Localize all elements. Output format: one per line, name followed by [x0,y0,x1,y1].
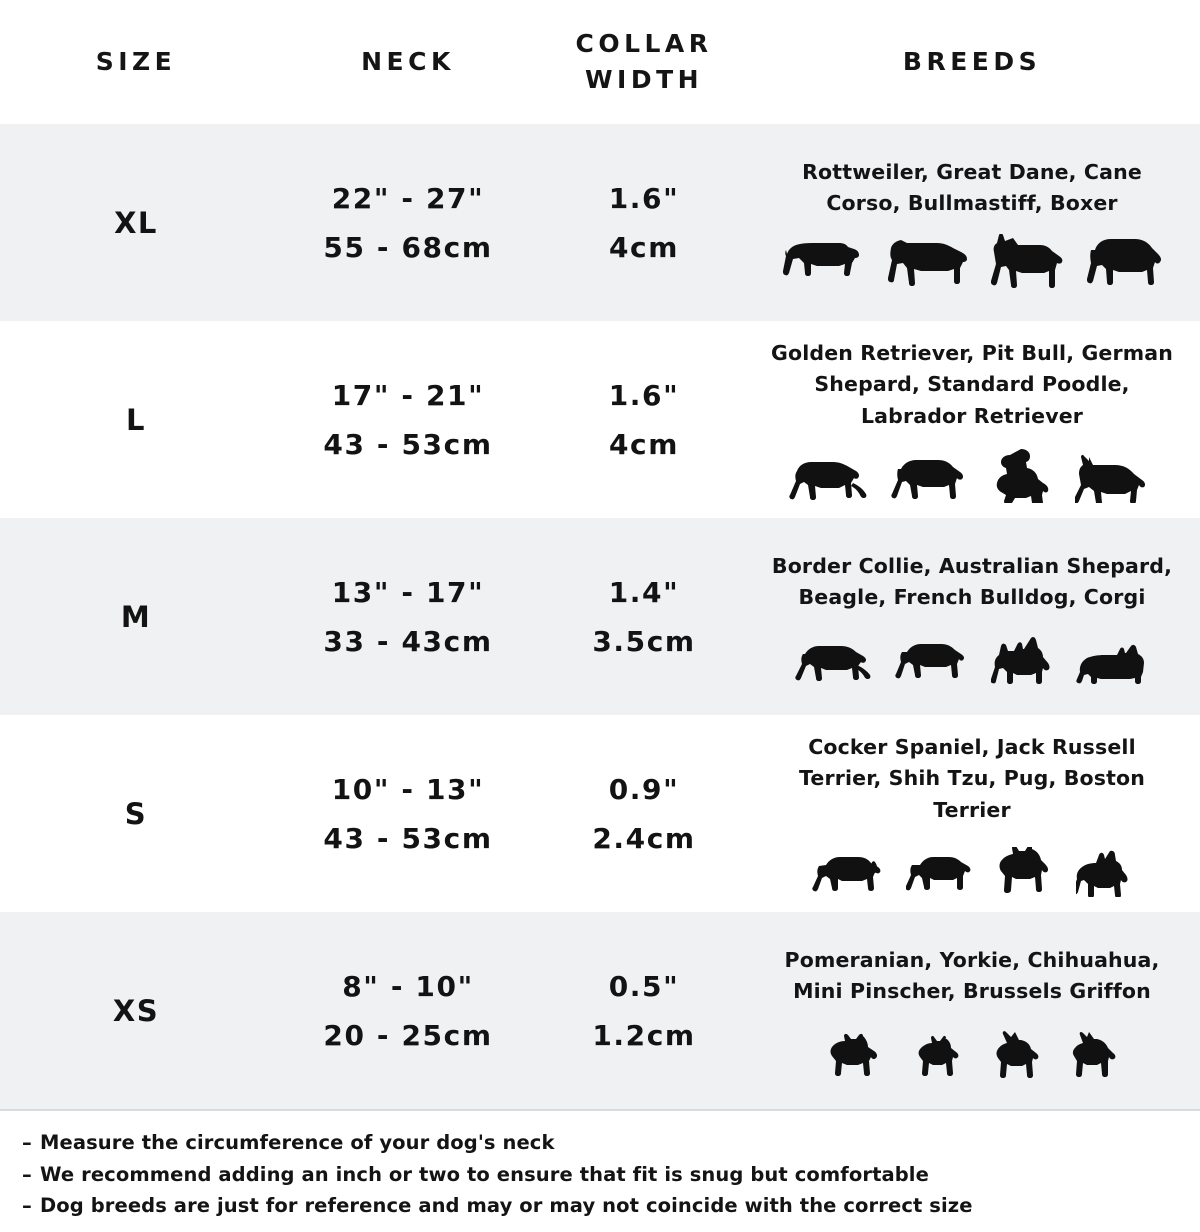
jack-russell-terrier-silhouette [906,851,972,897]
pit-bull-silhouette [891,453,969,503]
row-collar-width-s [544,715,744,912]
neck-inches: 22" - 27" [331,181,485,215]
width-inches: 0.5" [608,969,680,1003]
yorkie-silhouette [911,1034,967,1078]
row-collar-width-l [544,321,744,518]
row-neck-m [272,518,544,715]
notes-section [0,1109,1200,1232]
poodle-silhouette [991,447,1053,503]
width-centimeters: 2.4cm [592,821,696,855]
width-inches: 1.6" [608,378,680,412]
chihuahua-silhouette [989,1030,1043,1078]
row-size-s: S [0,715,272,912]
neck-inches: 8" - 10" [342,969,474,1003]
table-row [0,518,1200,715]
neck-inches: 17" - 21" [331,378,485,412]
row-size-m: M [0,518,272,715]
note-text: Dog breeds are just for reference and may or may not coincide with the correct size [40,1194,973,1218]
column-header-breeds: BREEDS [744,0,1200,124]
breed-list-xs: Pomeranian, Yorkie, Chihuahua, Mini Pinscher, Brussels Griffon [784,947,1160,1003]
breed-silhouette-group-s [766,835,1178,897]
row-neck-l [272,321,544,518]
breed-list-m: Border Collie, Australian Shepard, Beagle, French Bulldog, Corgi [771,553,1173,609]
collar-width-line2: WIDTH [584,65,704,94]
width-centimeters: 3.5cm [592,624,696,658]
german-shepard-silhouette [1075,451,1155,503]
table-row [0,715,1200,912]
neck-inches: 13" - 17" [331,575,485,609]
beagle-silhouette [895,638,969,684]
neck-centimeters: 55 - 68cm [323,230,493,264]
pomeranian-silhouette [823,1032,889,1078]
row-breeds-l [744,321,1200,518]
boxer-silhouette [1085,234,1165,290]
row-neck-xs [272,912,544,1109]
french-bulldog-silhouette [991,636,1053,684]
cane-corso-silhouette [991,234,1063,290]
table-row [0,321,1200,518]
breed-list-s: Cocker Spaniel, Jack Russell Terrier, Shih Tzu, Pug, Boston Terrier [799,735,1145,822]
breed-list-l: Golden Retriever, Pit Bull, German Shepard, Standard Poodle, Labrador Retriever [771,341,1173,428]
breed-silhouette-group-l [766,441,1178,503]
neck-centimeters: 43 - 53cm [323,821,493,855]
great-dane-silhouette [885,234,969,290]
row-breeds-m [744,518,1200,715]
row-size-xs: XS [0,912,272,1109]
table-row [0,912,1200,1109]
row-size-xl: XL [0,124,272,321]
column-header-neck: NECK [272,0,544,124]
row-neck-xl [272,124,544,321]
breed-silhouette-group-xl [766,228,1178,290]
row-collar-width-m [544,518,744,715]
note-line [22,1159,1178,1191]
cocker-spaniel-silhouette [812,851,884,897]
neck-centimeters: 20 - 25cm [323,1018,493,1052]
width-centimeters: 1.2cm [592,1018,696,1052]
width-inches: 0.9" [608,772,680,806]
row-neck-s [272,715,544,912]
note-text: Measure the circumference of your dog's neck [40,1131,555,1154]
neck-centimeters: 43 - 53cm [323,427,493,461]
table-body [0,124,1200,1109]
width-centimeters: 4cm [608,427,680,461]
neck-centimeters: 33 - 43cm [323,624,493,658]
row-collar-width-xs [544,912,744,1109]
width-inches: 1.4" [608,575,680,609]
width-centimeters: 4cm [608,230,680,264]
corgi-silhouette [1075,644,1149,684]
header-row [0,0,1200,124]
border-collie-silhouette [795,638,873,684]
breed-silhouette-group-xs [766,1016,1178,1078]
breed-list-xl: Rottweiler, Great Dane, Cane Corso, Bullmastiff, Boxer [802,159,1142,215]
pug-silhouette [1076,849,1132,897]
note-line [22,1127,1178,1159]
row-breeds-xs [744,912,1200,1109]
note-line [22,1190,1178,1222]
column-header-size: SIZE [0,0,272,124]
mini-pinscher-silhouette [1065,1030,1121,1078]
collar-width-line1: COLLAR [575,28,713,58]
row-size-l: L [0,321,272,518]
row-breeds-s [744,715,1200,912]
note-dash: – [22,1194,32,1218]
row-breeds-xl [744,124,1200,321]
column-header-collar-width [544,0,744,124]
neck-inches: 10" - 13" [331,772,485,806]
row-collar-width-xl [544,124,744,321]
golden-retriever-silhouette [789,453,869,503]
rottweiler-silhouette [779,234,863,290]
shih-tzu-silhouette [994,847,1054,897]
width-inches: 1.6" [608,181,680,215]
note-dash: – [22,1131,32,1154]
breed-silhouette-group-m [766,622,1178,684]
note-dash: – [22,1162,32,1186]
table-header [0,0,1200,124]
note-text: We recommend adding an inch or two to ensure that fit is snug but comfortable [40,1162,929,1186]
table-row [0,124,1200,321]
